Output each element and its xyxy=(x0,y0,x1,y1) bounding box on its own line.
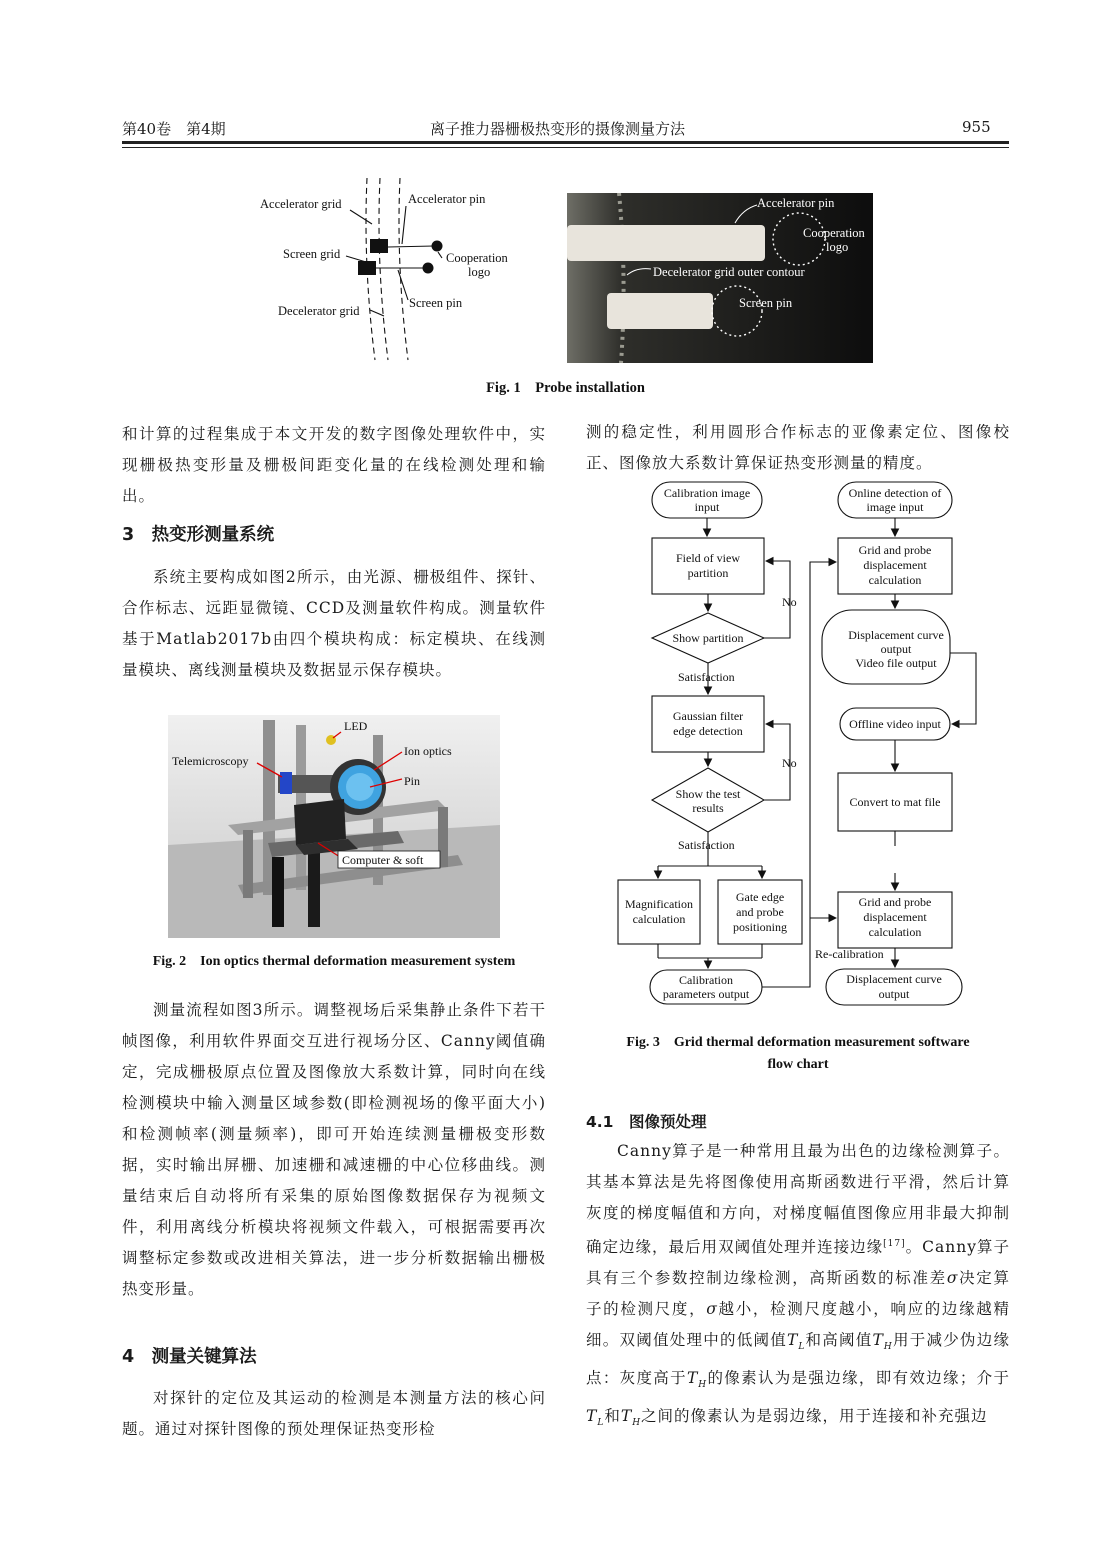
node-dco-l2: output xyxy=(880,642,912,656)
fig2-label-telemicroscopy: Telemicroscopy xyxy=(172,754,249,768)
fig1-caption: Fig. 1 Probe installation xyxy=(486,380,645,396)
node-online-l1: Online detection of xyxy=(848,486,942,500)
left-para-2 xyxy=(122,562,546,686)
label-no-2: No xyxy=(782,756,797,770)
node-gpd1-l2: displacement xyxy=(863,558,927,572)
label-accelerator-pin: Accelerator pin xyxy=(408,192,486,206)
label-accelerator-grid: Accelerator grid xyxy=(260,197,342,211)
fig3-caption-line1: Fig. 3 Grid thermal deformation measurement software xyxy=(626,1035,970,1050)
laptop-screen xyxy=(294,799,346,845)
left-para-4-text: 对探针的定位及其运动的检测是本测量方法的核心问题。通过对探针图像的预处理保证热变形检 xyxy=(122,1389,546,1438)
node-calp-l2: parameters output xyxy=(662,987,750,1001)
edge-video-offline xyxy=(950,653,976,724)
node-calibration-input-l1: Calibration image xyxy=(663,486,751,500)
label-cooperation: Cooperation xyxy=(446,251,508,265)
ion-optics-center xyxy=(346,773,374,801)
header-rule-thin xyxy=(122,147,1009,148)
node-gate-l1: Gate edge xyxy=(735,890,785,904)
section-3-heading: 3 热变形测量系统 xyxy=(122,525,275,545)
subsection-4-1-heading: 4.1 图像预处理 xyxy=(586,1113,707,1131)
fig3-caption-line2: flow chart xyxy=(767,1057,829,1072)
leader-accel-grid xyxy=(350,210,372,224)
accelerator-pin xyxy=(388,246,434,247)
photo-label-accelerator-pin: Accelerator pin xyxy=(757,196,835,210)
journal-volume-issue: 第40卷 第4期 xyxy=(122,120,226,138)
node-gate-l3: positioning xyxy=(732,920,788,934)
ccd-camera xyxy=(280,772,292,794)
page-number: 955 xyxy=(962,118,991,136)
node-convert-label: Convert to mat file xyxy=(849,795,941,809)
node-gaussian-l2: edge detection xyxy=(673,724,743,738)
decelerator-grid-line xyxy=(399,178,408,360)
accelerator-pin-shape xyxy=(567,225,765,261)
fig2-system-render xyxy=(168,715,500,938)
label-satisfaction-1: Satisfaction xyxy=(678,670,735,684)
leader-accel-pin xyxy=(402,206,406,244)
node-online-l2: image input xyxy=(866,500,924,514)
node-fov-l2: partition xyxy=(687,566,729,580)
canny-params: 。Canny算子具有三个参数控制边缘检测，高斯函数的标准差 xyxy=(586,1238,1010,1288)
accelerator-pin-base xyxy=(370,239,388,253)
label-screen-grid: Screen grid xyxy=(283,247,341,261)
canny-scale: 决定算子的检测尺度， xyxy=(586,1269,1010,1319)
label-no-1: No xyxy=(782,595,797,609)
node-gpd2-l1: Grid and probe xyxy=(858,895,932,909)
th-symbol-2: $T_H$ xyxy=(686,1369,708,1391)
label-logo: logo xyxy=(468,265,491,279)
photo-label-decel-contour: Decelerator grid outer contour xyxy=(653,265,805,279)
canny-intro: Canny算子是一种常用且最为出色的边缘检测算子。其基本算法是先将图像使用高斯函数进行平滑，然后计算灰度的梯度幅值和方向，对梯度幅值图像应用非最大抑制确定边缘，最后用双阈值处理并连接边缘 xyxy=(586,1142,1010,1257)
node-dco2-l1: Displacement curve xyxy=(846,972,942,986)
right-para-1 xyxy=(586,417,1010,479)
right-para-1-text: 测的稳定性，利用圆形合作标志的亚像素定位、图像校正、图像放大系数计算保证热变形测量的精度。 xyxy=(586,423,1010,472)
canny-and: 和 xyxy=(604,1407,621,1426)
fig1-schematic xyxy=(250,170,550,365)
label-satisfaction-2: Satisfaction xyxy=(678,838,735,852)
node-gate-l2: and probe xyxy=(736,905,784,919)
canny-reduce: 用于减少伪边缘点：灰度高于 xyxy=(586,1331,1010,1388)
left-para-1-text: 和计算的过程集成于本文开发的数字图像处理软件中，实现栅极热变形量及栅极间距变化量的在线检测处理和输出。 xyxy=(122,425,546,505)
photo-label-cooperation: Cooperation xyxy=(803,226,865,240)
canny-threshold: 越小，检测尺度越小，响应的边缘越精细。双阈值处理中的低阈值 xyxy=(586,1300,1010,1350)
header-rule-thick xyxy=(122,141,1009,144)
right-para-2-text xyxy=(586,1136,1010,1439)
left-para-3 xyxy=(122,995,546,1305)
fig2-caption: Fig. 2 Ion optics thermal deformation measurement system xyxy=(152,954,516,969)
node-dco-l3: Video file output xyxy=(855,656,937,670)
canny-and-high: 和高阈值 xyxy=(805,1331,873,1350)
node-test-l1: Show the test xyxy=(675,787,741,801)
leader-coop xyxy=(438,252,442,258)
leader-screen-pin xyxy=(398,270,408,300)
left-para-3-text: 测量流程如图3所示。调整视场后采集静止条件下若干帧图像，利用软件界面交互进行视场分区、Canny阈值确定，完成栅极原点位置及图像放大系数计算，同时向在线检测模块中输入测量区域参数(即检测视场的像平面大小)和检测帧率(测量频率)，即可开始连续测量栅极变形数据，实时输出屏栅、加速栅和减速栅的中心位移曲线。测量结束后自动将所有采集的原始图像数据保存为视频文件，利用离线分析模块将视频文件载入，可根据需要再次调整标定参数或改进相关算法，进一步分析数据输出栅极热变形量。 xyxy=(122,1001,546,1298)
accelerator-grid-line xyxy=(379,178,388,360)
accelerator-logo xyxy=(432,241,443,252)
tl-symbol-1: $T_L$ xyxy=(786,1331,806,1353)
node-gpd1-l1: Grid and probe xyxy=(858,543,932,557)
node-fov-l1: Field of view xyxy=(676,551,740,565)
th-symbol-3: $T_H$ xyxy=(620,1407,642,1429)
fig2-label-computer: Computer & soft xyxy=(342,853,424,867)
canny-strong: 的像素认为是强边缘，即有效边缘；介于 xyxy=(707,1369,1010,1388)
node-gpd1-l3: calculation xyxy=(868,573,922,587)
node-calp-l1: Calibration xyxy=(679,973,733,987)
th-symbol-1: $T_H$ xyxy=(872,1331,893,1353)
screen-pin-shape xyxy=(607,293,713,329)
node-offline-label: Offline video input xyxy=(849,717,941,731)
screen-pin-base xyxy=(358,261,376,275)
running-title: 离子推力器栅极热变形的摄像测量方法 xyxy=(430,120,686,138)
label-screen-pin: Screen pin xyxy=(409,296,463,310)
node-dco-l1: Displacement curve xyxy=(848,628,944,642)
fig2-label-ion-optics: Ion optics xyxy=(404,744,452,758)
sigma-symbol-1: σ xyxy=(946,1269,959,1288)
citation-17: [17] xyxy=(883,1239,906,1249)
photo-label-logo: logo xyxy=(826,240,849,254)
canny-weak: 之间的像素认为是弱边缘，用于连接和补充强边 xyxy=(641,1407,988,1426)
node-gaussian-l1: Gaussian filter xyxy=(672,709,744,723)
node-calibration-input-l2: input xyxy=(694,500,720,514)
left-para-1 xyxy=(122,419,546,512)
fig2-label-pin: Pin xyxy=(404,774,421,788)
leader-screen-grid xyxy=(346,256,366,262)
fig3-flowchart xyxy=(600,478,985,1010)
node-mag-l1: Magnification xyxy=(625,897,693,911)
node-dco2-l2: output xyxy=(878,987,910,1001)
node-show-partition-label: Show partition xyxy=(672,631,744,645)
section-4-heading: 4 测量关键算法 xyxy=(122,1347,257,1367)
label-decelerator-grid: Decelerator grid xyxy=(278,304,360,318)
label-recalibration: Re-calibration xyxy=(815,947,884,961)
sigma-symbol-2: σ xyxy=(706,1300,718,1319)
node-gpd2-l3: calculation xyxy=(868,925,922,939)
node-test-l2: results xyxy=(692,801,724,815)
fig1-probe-photo xyxy=(567,193,873,363)
left-para-4 xyxy=(122,1383,546,1445)
leader-decel-grid xyxy=(370,310,384,316)
left-para-2-text: 系统主要构成如图2所示，由光源、栅极组件、探针、合作标志、远距显微镜、CCD及测量软件构成。测量软件基于Matlab2017b由四个模块构成：标定模块、在线测量模块、离线测量模块及数据显示保存模块。 xyxy=(122,568,546,679)
desk-leg-mid xyxy=(308,853,320,927)
node-mag-l2: calculation xyxy=(632,912,686,926)
frame-leg-left xyxy=(243,830,253,898)
fig2-label-led: LED xyxy=(344,719,368,733)
node-gpd2-l2: displacement xyxy=(863,910,927,924)
photo-label-screen-pin: Screen pin xyxy=(739,296,793,310)
tl-symbol-2: $T_L$ xyxy=(586,1407,605,1429)
desk-leg-left xyxy=(272,857,284,927)
screen-logo xyxy=(423,263,434,274)
right-para-2 xyxy=(586,1136,1010,1439)
